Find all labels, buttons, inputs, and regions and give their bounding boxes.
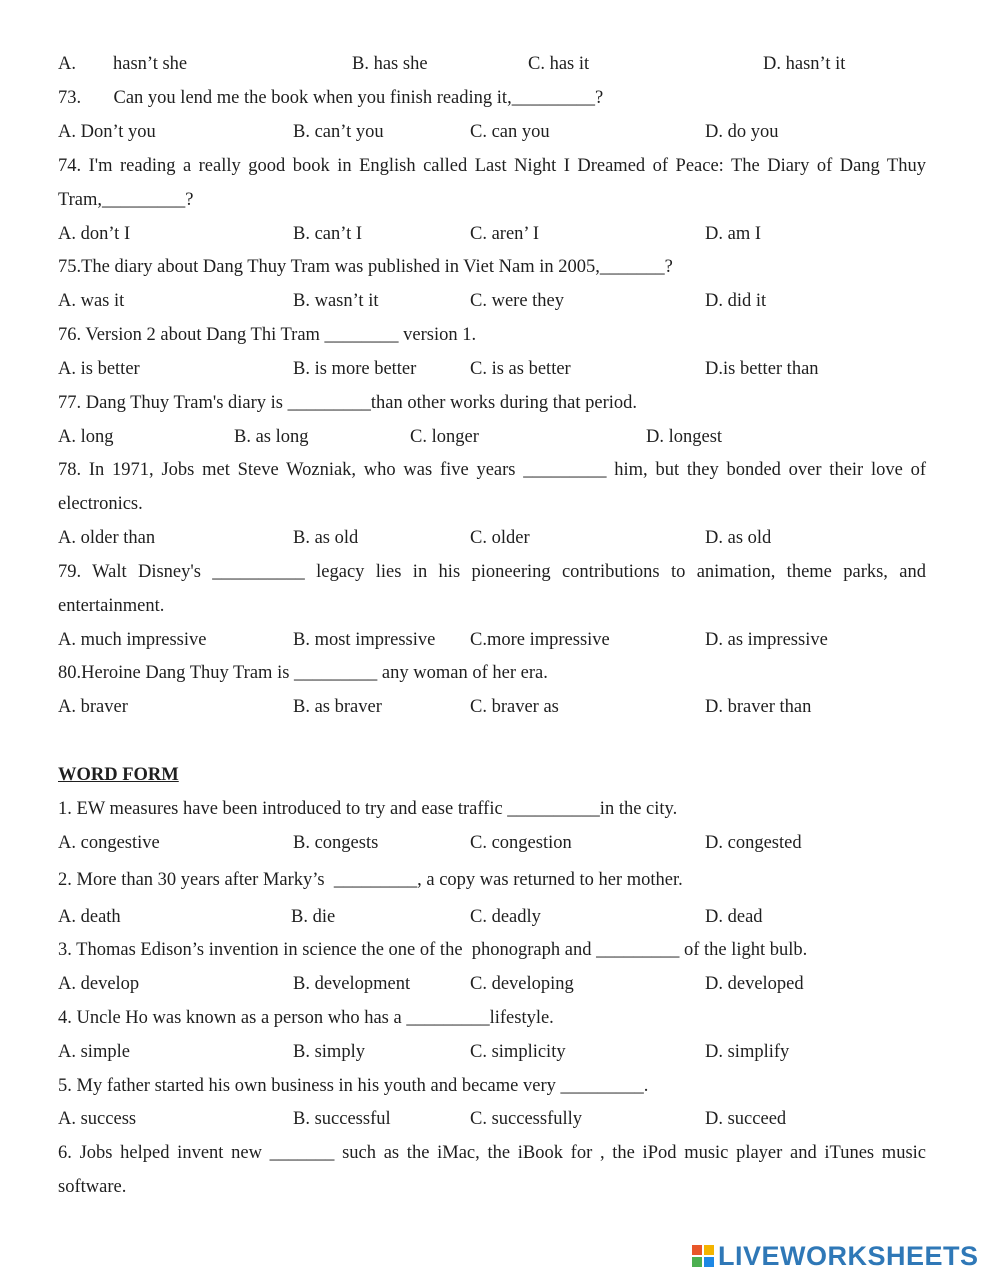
wf1-option-c[interactable]: C. congestion: [470, 833, 572, 853]
q78-text-cont: electronics.: [58, 494, 143, 514]
wf4-option-a[interactable]: A. simple: [58, 1042, 130, 1062]
q72-option-d[interactable]: D. hasn’t it: [763, 54, 846, 74]
q75-text: 75.The diary about Dang Thuy Tram was published in Viet Nam in 2005,_______?: [58, 257, 673, 277]
q73-option-c[interactable]: C. can you: [470, 122, 550, 142]
q77-option-a[interactable]: A. long: [58, 427, 114, 447]
q76-text: 76. Version 2 about Dang Thi Tram ________ version 1.: [58, 325, 477, 345]
wf3-option-b[interactable]: B. development: [293, 974, 411, 994]
q72-option-b[interactable]: B. has she: [352, 54, 428, 74]
wf3-option-a[interactable]: A. develop: [58, 974, 140, 994]
liveworksheets-logo[interactable]: [692, 1240, 979, 1272]
logo-mark-square: [692, 1245, 702, 1255]
q74-text: 74. I'm reading a really good book in English called Last Night I Dreamed of Peace: The Diary of Dang Thuy: [58, 156, 926, 176]
wf1-option-a[interactable]: A. congestive: [58, 833, 160, 853]
wf4-option-c[interactable]: C. simplicity: [470, 1042, 566, 1062]
wf5-option-a[interactable]: A. success: [58, 1109, 137, 1129]
logo-text: LIVEWORKSHEETS: [718, 1240, 979, 1271]
q80-option-a[interactable]: A. braver: [58, 697, 128, 717]
q75-option-a[interactable]: A. was it: [58, 291, 125, 311]
q78-option-c[interactable]: C. older: [470, 528, 530, 548]
wf4-option-d[interactable]: D. simplify: [705, 1042, 790, 1062]
wf2-text: 2. More than 30 years after Marky’s _________, a copy was returned to her mother.: [58, 870, 683, 890]
wf3-option-c[interactable]: C. developing: [470, 974, 574, 994]
q73-option-d[interactable]: D. do you: [705, 122, 779, 142]
q76-option-d[interactable]: D.is better than: [705, 359, 819, 379]
q76-option-a[interactable]: A. is better: [58, 359, 140, 379]
q79-text-cont: entertainment.: [58, 596, 165, 616]
q75-option-b[interactable]: B. wasn’t it: [293, 291, 379, 311]
q74-option-b[interactable]: B. can’t I: [293, 224, 363, 244]
q73-option-a[interactable]: A. Don’t you: [58, 122, 156, 142]
q75-option-d[interactable]: D. did it: [705, 291, 767, 311]
logo-mark-square: [704, 1257, 714, 1267]
q77-option-c[interactable]: C. longer: [410, 427, 479, 447]
wf5-option-c[interactable]: C. successfully: [470, 1109, 583, 1129]
q74-option-d[interactable]: D. am I: [705, 224, 761, 244]
wf5-option-b[interactable]: B. successful: [293, 1109, 391, 1129]
q77-option-d[interactable]: D. longest: [646, 427, 723, 447]
wf4-text: 4. Uncle Ho was known as a person who has a _________lifestyle.: [58, 1008, 554, 1028]
wf3-option-d[interactable]: D. developed: [705, 974, 804, 994]
wf2-option-b[interactable]: B. die: [291, 907, 336, 927]
logo-mark-square: [692, 1257, 702, 1267]
q79-option-a[interactable]: A. much impressive: [58, 630, 207, 650]
q74-text-cont: Tram,_________?: [58, 190, 194, 210]
q73-option-b[interactable]: B. can’t you: [293, 122, 384, 142]
q76-option-c[interactable]: C. is as better: [470, 359, 571, 379]
q78-option-d[interactable]: D. as old: [705, 528, 772, 548]
q80-option-c[interactable]: C. braver as: [470, 697, 559, 717]
logo-mark-icon: [692, 1245, 714, 1267]
q79-text: 79. Walt Disney's __________ legacy lies in his pioneering contributions to animation, theme parks, and: [58, 562, 926, 582]
wf2-option-a[interactable]: A. death: [58, 907, 121, 927]
q79-option-d[interactable]: D. as impressive: [705, 630, 828, 650]
wf5-text: 5. My father started his own business in his youth and became very _________.: [58, 1076, 649, 1096]
q80-option-d[interactable]: D. braver than: [705, 697, 812, 717]
wf6-text: 6. Jobs helped invent new _______ such as the iMac, the iBook for , the iPod music player and iTunes music: [58, 1143, 926, 1163]
q75-option-c[interactable]: C. were they: [470, 291, 565, 311]
q79-option-c[interactable]: C.more impressive: [470, 630, 610, 650]
q77-text: 77. Dang Thuy Tram's diary is _________than other works during that period.: [58, 393, 638, 413]
wf2-option-c[interactable]: C. deadly: [470, 907, 541, 927]
q78-option-a[interactable]: A. older than: [58, 528, 156, 548]
wf5-option-d[interactable]: D. succeed: [705, 1109, 787, 1129]
logo-mark-square: [704, 1245, 714, 1255]
q72-option-a[interactable]: A. hasn’t she: [58, 54, 188, 74]
wf1-option-d[interactable]: D. congested: [705, 833, 802, 853]
q80-text: 80.Heroine Dang Thuy Tram is _________ any woman of her era.: [58, 663, 548, 683]
q78-option-b[interactable]: B. as old: [293, 528, 359, 548]
q74-option-c[interactable]: C. aren’ I: [470, 224, 539, 244]
wf4-option-b[interactable]: B. simply: [293, 1042, 365, 1062]
q72-option-c[interactable]: C. has it: [528, 54, 590, 74]
q79-option-b[interactable]: B. most impressive: [293, 630, 436, 650]
section-heading: WORD FORM: [58, 765, 179, 785]
q73-text: 73. Can you lend me the book when you finish reading it,_________?: [58, 88, 604, 108]
wf1-option-b[interactable]: B. congests: [293, 833, 379, 853]
q80-option-b[interactable]: B. as braver: [293, 697, 382, 717]
q78-text: 78. In 1971, Jobs met Steve Wozniak, who was five years _________ him, but they bonded over their love of: [58, 460, 926, 480]
wf6-text-cont: software.: [58, 1177, 127, 1197]
q76-option-b[interactable]: B. is more better: [293, 359, 417, 379]
q77-option-b[interactable]: B. as long: [234, 427, 309, 447]
wf2-option-d[interactable]: D. dead: [705, 907, 763, 927]
wf1-text: 1. EW measures have been introduced to try and ease traffic __________in the city.: [58, 799, 678, 819]
wf3-text: 3. Thomas Edison’s invention in science the one of the phonograph and _________ of the light bulb.: [58, 940, 808, 960]
q74-option-a[interactable]: A. don’t I: [58, 224, 131, 244]
